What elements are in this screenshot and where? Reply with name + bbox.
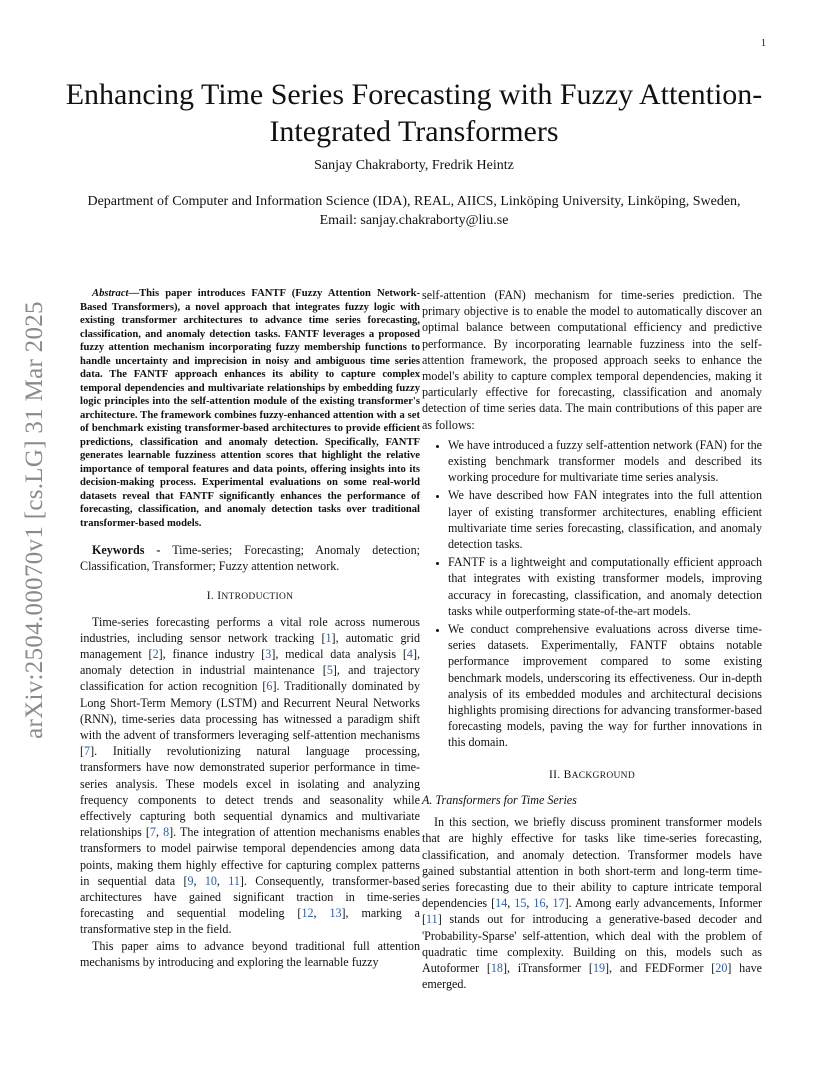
paper-affiliation: Department of Computer and Information Science (IDA), REAL, AIICS, Linköping University, Linköping, Sweden, Email: sanjay.chakraborty@liu.se	[87, 194, 741, 228]
keywords-label: Keywords -	[92, 543, 161, 557]
citation-link[interactable]: 16	[533, 896, 546, 911]
citation-link[interactable]: 5	[326, 663, 333, 678]
keywords-text: Time-series; Forecasting; Anomaly detection; Classification, Transformer; Fuzzy attention network.	[80, 543, 420, 574]
arxiv-identifier-text: arXiv:2504.00070v1 [cs.LG] 31 Mar 2025	[21, 301, 48, 739]
citation-link[interactable]: 11	[426, 912, 438, 927]
citation-link[interactable]: 20	[715, 960, 728, 975]
intro-paragraph-2-continued: self-attention (FAN) mechanism for time-series prediction. The primary objective is to enable the model to automatically discover an optimal balance between computational efficiency and predictive performance. By incorporating learnable fuzziness into the self-attention framework, the proposed approach seeks to enhance the model's ability to capture complex temporal dependencies, making it particularly effective for forecasting, classification and anomaly detection of time series data. The main contributions of this paper are as follows:	[422, 288, 762, 432]
citation-link[interactable]: 7	[149, 825, 156, 840]
keywords	[80, 542, 420, 574]
citation-link[interactable]: 10	[204, 873, 217, 888]
citation-link[interactable]: 17	[552, 896, 565, 911]
citation-link[interactable]: 18	[490, 960, 503, 975]
intro-paragraph-1: Time-series forecasting performs a vital role across numerous industries, including sensor network tracking [1], automatic grid management [2], finance industry [3], medical data analysis [4], anomaly detection in industrial maintenance [5], and trajectory classification for action recognition [6]. Traditionally dominated by Long Short-Term Memory (LSTM) and Recurrent Neural Networks (RNN), time-series data processing has witnessed a paradigm shift with the advent of transformers leveraging self-attention mechanisms [7]. Initially revolutionizing natural language processing, transformers have now demonstrated superior performance in time-series analysis. These models excel in isolating and analyzing frequency components to detect trends and seasonality while effectively capturing both sequential dynamics and multivariate relationships [7, 8]. The integration of attention mechanisms enables transformers to model pairwise temporal dependencies among data points, making them highly effective for capturing complex patterns in sequential data [9, 10, 11]. Consequently, transformer-based architectures have gained significant traction in time-series forecasting and sequential modeling [12, 13], marking a transformative step in the field.	[80, 614, 421, 937]
citation-link[interactable]: 6	[266, 679, 273, 694]
citation-link[interactable]: 9	[187, 873, 194, 888]
abstract	[80, 287, 420, 530]
subsection-heading-transformers: A. Transformers for Time Series	[422, 792, 577, 807]
right-column	[422, 287, 762, 992]
citation-link[interactable]: 14	[495, 896, 508, 911]
citation-link[interactable]: 11	[228, 873, 240, 888]
abstract-lead: Abstract	[92, 288, 129, 299]
abstract-text: —This paper introduces FANTF (Fuzzy Attention Network-Based Transformers), a novel approach that integrates fuzzy logic with existing transformer architectures to advance time series forecasting, classification, and anomaly detection tasks. FANTF leverages a proposed fuzzy attention mechanism incorporating fuzzy membership functions to handle uncertainty and imprecision in noisy and ambiguous time series data. The FANTF approach enhances its ability to capture complex temporal dependencies and multivariate relationships by embedding fuzzy logic principles into the self-attention module of the existing transformer's architecture. The framework combines fuzzy-enhanced attention with a set of benchmark existing transformer-based architectures to provide efficient predictions, classification and anomaly detection. Specifically, FANTF generates learnable fuzziness attention scores that highlight the relative importance of temporal features and data points, offering insights into its decision-making process. Experimental evaluations on some real-world datasets reveal that FANTF significantly enhances the performance of forecasting, classification, and anomaly detection tasks over traditional transformer-based models.	[80, 288, 420, 529]
section-heading-background: II. BACKGROUND	[549, 768, 635, 781]
citation-link[interactable]: 1	[325, 630, 332, 645]
citation-link[interactable]: 8	[163, 825, 170, 840]
list-item: • We conduct comprehensive evaluations across diverse time-series datasets. Experimentally, FANTF obtains notable performance improvement compared to some existing benchmark models, underscoring its effectiveness. Our in-depth analysis of its embedded modules and architectural decisions highlights promising directions for advancing transformer-based forecasting models, paving the way for further innovations in this domain.	[448, 621, 762, 751]
citation-link[interactable]: 19	[592, 960, 606, 975]
section-heading-introduction: I. INTRODUCTION	[206, 590, 294, 603]
citation-link[interactable]: 3	[265, 647, 272, 662]
citation-link[interactable]: 12	[301, 906, 314, 921]
background-paragraph-1: In this section, we briefly discuss prominent transformer models that are highly effective for tasks like time-series forecasting, classification, and anomaly detection. Transformer models have gained substantial attention in both short-term and long-term time-series forecasting due to their ability to capture intricate temporal dependencies [14, 15, 16, 17]. Among early advancements, Informer [11] stands out for introducing a generative-based decoder and 'Probability-Sparse' self-attention, which deal with the problem of quadratic time complexity. Building on this, models such as Autoformer [18], iTransformer [19], and FEDFormer [20] have emerged.	[422, 815, 762, 992]
citation-link[interactable]: 13	[329, 906, 342, 921]
citation-link[interactable]: 4	[406, 647, 413, 662]
page-number: 1	[761, 38, 766, 49]
citation-link[interactable]: 15	[514, 896, 527, 911]
left-column	[80, 287, 420, 970]
contributions-list	[422, 437, 762, 751]
arxiv-identifier-stamp	[18, 285, 52, 755]
list-item: • We have described how FAN integrates into the full attention layer of existing transformer architectures, enabling efficient multivariate time series forecasting, classification, and anomaly detection tasks.	[448, 487, 762, 552]
citation-link[interactable]: 2	[152, 647, 159, 662]
paper-title: Enhancing Time Series Forecasting with Fuzzy Attention-Integrated Transformers	[65, 78, 763, 148]
paper-authors: Sanjay Chakraborty, Fredrik Heintz	[314, 158, 514, 173]
list-item: • FANTF is a lightweight and computationally efficient approach that integrates with existing transformer models, improving accuracy in forecasting, classification, and anomaly detection tasks while outperforming state-of-the-art models.	[448, 554, 762, 619]
list-item: • We have introduced a fuzzy self-attention network (FAN) for the existing benchmark transformer models and described its working procedure for multivariate time series analysis.	[448, 437, 762, 486]
citation-link[interactable]: 7	[84, 744, 91, 759]
intro-paragraph-2: This paper aims to advance beyond traditional full attention mechanisms by introducing and exploring the learnable fuzzy	[80, 938, 420, 969]
